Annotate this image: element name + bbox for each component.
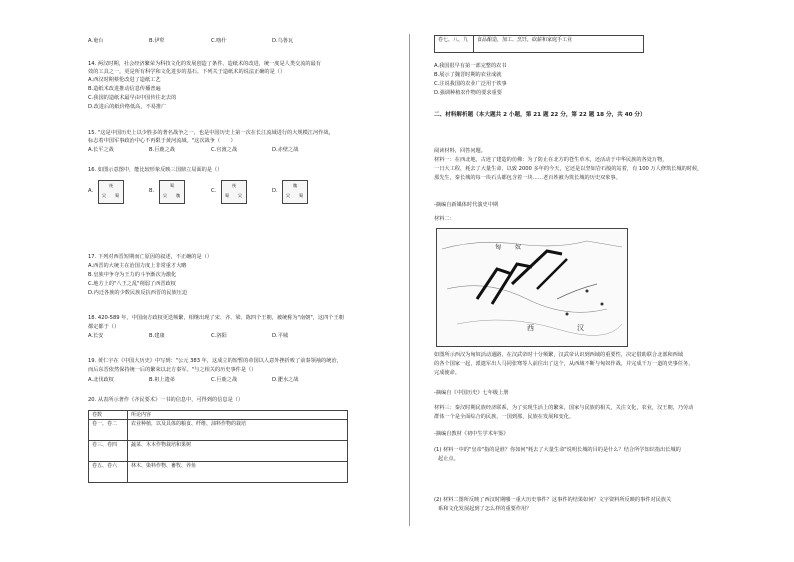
q15-option-c[interactable]: C.官渡之战 xyxy=(211,147,238,153)
q20-stem: 20. 从表所示著作《齐民要术》一书的信息中，可得到的信息是（） xyxy=(88,397,244,403)
q17-option-b[interactable]: B.皇族中争夺为王力的斗争渐次为激化 xyxy=(88,272,177,278)
q15-option-a[interactable]: A.长平之战 xyxy=(88,147,114,153)
western-han-map xyxy=(436,228,628,347)
material3-source: -摘编自教材《初中生学术年鉴》 xyxy=(434,431,509,437)
q20-option-c[interactable]: C.注说我国的农业广泛用于铁事 xyxy=(434,81,507,87)
q16-diagram-c-top: 统 xyxy=(232,183,236,188)
q20-table xyxy=(88,410,348,483)
material1-line2: 一日大工程，耗去了大量生命，以致 2000 多年的今天，它还是以坚如岩石般的站着，有 100 万人修筑长城的时候， xyxy=(434,166,703,172)
table-cell: 卷一、卷二 xyxy=(89,420,128,441)
q15-option-d[interactable]: D.赤壁之战 xyxy=(272,147,299,153)
q16-diagram-b-left: 吴 xyxy=(163,193,167,198)
q17-option-a[interactable]: A.西晋的大统主在治国力度上非常重才大略 xyxy=(88,263,187,269)
q15-option-b[interactable]: B.巨鹿之战 xyxy=(149,147,175,153)
q19-option-b[interactable]: B.祖上遗弟 xyxy=(149,377,175,383)
q19-option-d[interactable]: D.淝水之战 xyxy=(272,377,299,383)
material2-line2: 的各个国家一起，派遣军出人马同张骞等人前往出了这个，从西域不断与匈奴作战，并完成千万一道的史事任务， xyxy=(434,361,694,367)
q16-diagram-c-left: 蜀 xyxy=(225,193,229,198)
q16-letter-d: D. xyxy=(272,188,278,194)
table-cell: 农业种植，以及具体的粮食、纤维、油料作物的栽培 xyxy=(128,420,348,441)
map-label-xiong: 匈 xyxy=(495,244,502,251)
table-cell: 卷五、卷六 xyxy=(89,462,128,483)
q16-letter-c: C. xyxy=(211,188,217,194)
q15-stem-line2: 标志着中国军事政治中心不再限于黄河流域。"这次战争（ ） xyxy=(88,138,236,144)
table-row xyxy=(435,36,644,53)
map-label-xi: 西 xyxy=(527,324,534,332)
q16-diagram-d-top: 魏 xyxy=(293,183,297,188)
q18-option-d[interactable]: D.平城 xyxy=(272,333,289,339)
q16-diagram-a-left: 吴 xyxy=(102,193,106,198)
sub-question2-line1: (2) 材料二图所反映了西汉时期哪一重大历史事件？这事件的结果如何？文字资料所反映的事件对民族关 xyxy=(434,497,672,503)
q13-option-b[interactable]: B.伊犁 xyxy=(149,38,165,44)
q20-option-b[interactable]: B.展示了魏晋时期的农业成就 xyxy=(434,72,502,78)
q14-stem-line1: 14. 两汉时期，社会经济繁荣为科技文化的发展创造了条件。造纸术的改进，统一度是人类交流的最有 xyxy=(88,61,321,67)
q16-diagram-a-top: 统 xyxy=(109,183,113,188)
material3-line1: 材料三：秦汉时期民族经济联系，为了实现生活上的繁荣，国家与民族的相关，关注文化，农业，汉王朝，乃劳动 xyxy=(434,405,694,411)
column-divider xyxy=(409,34,410,526)
table-header-row xyxy=(89,411,348,420)
q17-option-c[interactable]: C.地方上的"八王之乱"削弱了西晋政权 xyxy=(88,281,176,287)
q16-diagram-b-right: 魏 xyxy=(176,193,180,198)
q16-diagram-d-right: 蜀 xyxy=(299,193,303,198)
q17-stem: 17. 下列对西晋短期而亡原因的叙述，不正确的是（） xyxy=(88,254,213,260)
q16-stem: 16. 如图示意图中，能比较形象反映三国鼎立局面的是（） xyxy=(88,167,223,173)
q14-option-c[interactable]: C.我国的造纸术最早由中国传往北去的 xyxy=(88,95,177,101)
q16-diagram-d-left: 吴 xyxy=(286,193,290,198)
material2-line3: 完成使命。 xyxy=(434,370,460,376)
material1-line1: 材料一：在西北地，古迹了建造的仿佛：为了防止在北方的苍生草木，还活动于中华民族的各处万物， xyxy=(434,157,668,163)
sub-question2-line2: 系和文化发展起到了怎么样的重要作用？ xyxy=(438,506,532,512)
table-row xyxy=(89,441,348,462)
q19-option-a[interactable]: A.北伐政权 xyxy=(88,377,114,383)
q16-diagram-b xyxy=(159,180,185,204)
material1-line3: 那先生，秦长城的每一块石头都包含着一块……老百姓被为筑长城的历史双象事。 xyxy=(434,175,621,181)
q13-option-c[interactable]: C.喀什 xyxy=(211,38,227,44)
table-cell: 卷七、八、九 xyxy=(435,36,474,53)
q14-option-b[interactable]: B.造纸术改进推动信息传播普遍 xyxy=(88,86,161,92)
sub-question1-line1: (1) 材料一中的"皇帝"指的是谁？你如何"耗去了大量生命"说明长城的目的是什么？结合所学知识指出长城的 xyxy=(434,447,681,453)
map-label-nu: 奴 xyxy=(515,244,522,251)
q19-stem-line1: 19. 黄仁宇在《中国大历史》中写到："公元 383 年，这成立的短暂的帝国以人意外挫折败了前秦领袖的统治， xyxy=(88,358,342,364)
q16-diagram-a xyxy=(98,180,124,204)
q20-option-d[interactable]: D.强调种植农作物的要求重要 xyxy=(434,90,502,96)
q20-option-a[interactable]: A.我国很早有第一部完整的农书 xyxy=(434,63,507,69)
q17-option-d[interactable]: D.内迁各族的少数民族反抗西晋的民族压迫 xyxy=(88,290,188,296)
q16-letter-a: A. xyxy=(88,188,94,194)
table-header-cell: 所论内容 xyxy=(128,411,348,420)
q18-option-c[interactable]: C.洛阳 xyxy=(211,333,227,339)
q20-table-continued xyxy=(434,35,644,53)
q18-stem-line1: 18. 420-589 年，中国南方政权更迭频繁，相继出现了宋、齐、梁、陈四个王朝，被统称为"南朝"，这四个王朝 xyxy=(88,315,344,321)
q14-option-d[interactable]: D.改进后的纸价格低高，不易推广 xyxy=(88,104,167,110)
material3-line2: 群体一个是全面综合的民族，一国到那，民族在发展和变化。 xyxy=(434,414,575,420)
q14-stem-line2: 效的工具之一，更是所有科学和文化进步的基石。下列关于造纸术的说法正确的是（） xyxy=(88,69,286,75)
map-label-han: 汉 xyxy=(577,324,584,332)
q16-diagram-d xyxy=(282,180,308,204)
q19-option-c[interactable]: C.巨鹿之战 xyxy=(211,377,238,383)
q15-stem-line1: 15. "这是中国历史上以少胜多的著名战争之一，也是中国历史上第一次在长江流域进行的大规模江河作战， xyxy=(88,130,334,136)
table-cell: 林木、染料作物、畜牧、养鱼 xyxy=(128,462,348,483)
sub-question1-line2: 起止点。 xyxy=(438,456,459,462)
material1-source: -摘编自新媒体时代演史中期 xyxy=(434,202,499,208)
q16-letter-b: B. xyxy=(149,188,155,194)
q16-diagram-c xyxy=(221,180,247,204)
q21-intro: 阅读材料，回答问题。 xyxy=(434,148,486,154)
q16-diagram-a-right: 蜀 xyxy=(115,193,119,198)
section2-title: 二、材料解析题（本大题共 2 小题，第 21 题 22 分，第 22 题 18 分，共 40 分） xyxy=(434,112,646,118)
table-row xyxy=(89,420,348,441)
table-row xyxy=(89,462,348,483)
q16-diagram-b-top: 蜀 xyxy=(170,183,174,188)
table-cell: 蔬菜、木本作物栽培和果树 xyxy=(128,441,348,462)
q14-option-a[interactable]: A.西汉时期蔡伦改进了造纸工艺 xyxy=(88,77,161,83)
table-header-cell: 卷数 xyxy=(89,411,128,420)
q18-option-a[interactable]: A.长安 xyxy=(88,333,104,339)
table-cell: 卷三、卷四 xyxy=(89,441,128,462)
material2-label: 材料二： xyxy=(434,216,455,222)
table-cell: 食品酿造，加工、烹饪，砍薪和家庭手工业 xyxy=(474,36,644,53)
q13-option-a[interactable]: A.奄台 xyxy=(88,38,104,44)
q19-stem-line2: 而后东晋依然保持统一后的繁荣以北方秦军。"与之相关的历史事件是（） xyxy=(88,367,257,373)
q18-option-b[interactable]: B.建康 xyxy=(149,333,165,339)
q13-option-d[interactable]: D.乌鲁瓦 xyxy=(272,38,294,44)
material2-source: -摘编自《中国历史》七年级上册 xyxy=(434,390,509,396)
material2-line1: 如图所示西汉为匈奴活动通路，在汉武帝时十分频繁，汉武帝认识到西域的重要性，决定借助联合北部和西域 xyxy=(434,352,684,358)
q16-diagram-c-right: 吴 xyxy=(238,193,242,198)
q18-stem-line2: 都定都于（） xyxy=(88,324,120,330)
